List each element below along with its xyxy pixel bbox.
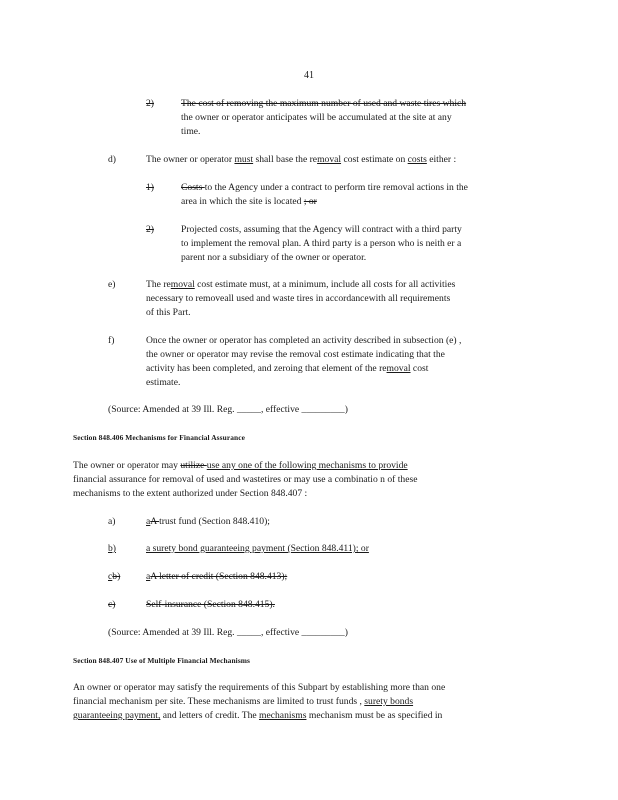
inserted-text: guaranteeing payment, xyxy=(73,710,161,721)
text-run: mechanism must be as specified in xyxy=(306,710,443,721)
inserted-text: moval xyxy=(317,154,342,165)
list-item: Self-insurance (Section 848.415). xyxy=(146,599,275,610)
paragraph-line: Projected costs, assuming that the Agency will contract with a third party xyxy=(181,224,462,235)
inserted-text: use any one of the following mechanisms to provide xyxy=(206,460,408,471)
text-run: trust fund (Section 848.410); xyxy=(159,516,270,527)
paragraph-line: estimate. xyxy=(146,377,181,388)
deleted-text: Costs xyxy=(181,182,205,193)
section-heading: Section 848.407 Use of Multiple Financial Mechanisms xyxy=(73,656,251,665)
deleted-text: ; or xyxy=(303,196,317,207)
paragraph-line xyxy=(73,696,413,708)
paragraph-line: An owner or operator may satisfy the requirements of this Subpart by establishing more than one xyxy=(73,682,446,693)
text-run: (Source: Amended at 39 Ill. Reg. xyxy=(108,404,235,415)
inserted-text: surety bonds xyxy=(364,696,414,707)
list-label: c) xyxy=(108,599,116,610)
paragraph-line: financial assurance for removal of used and wastetires or may use a combinatio n of these xyxy=(73,474,418,485)
deleted-text: utilize xyxy=(180,460,207,471)
paragraph-line: of this Part. xyxy=(146,307,191,318)
paragraph-line: to implement the removal plan. A third party is a person who is neith er a xyxy=(181,238,462,249)
text-run: to the Agency under a contract to perform tire removal actions in the xyxy=(204,182,468,193)
list-label: a) xyxy=(108,516,116,527)
paragraph-line xyxy=(146,154,456,166)
inserted-text: moval xyxy=(170,279,195,290)
paragraph-line xyxy=(181,182,468,194)
inserted-text: a xyxy=(146,516,151,527)
text-run: cost estimate must, at a minimum, include all costs for all activities xyxy=(194,279,456,290)
inserted-text: costs xyxy=(407,154,427,165)
paragraph-line: necessary to removeall used and waste tires in accordancewith all requirements xyxy=(146,293,451,304)
deleted-text: A letter of credit (Section 848.413); xyxy=(150,571,288,582)
paragraph-line: Once the owner or operator has completed an activity described in subsection (e) , xyxy=(146,335,462,346)
list-label: f) xyxy=(108,335,115,346)
list-label: 2) xyxy=(146,98,154,109)
source-note xyxy=(108,404,348,416)
blank-field: _________ xyxy=(301,404,345,415)
list-label xyxy=(108,571,120,583)
blank-field: _________ xyxy=(301,627,345,638)
paragraph-line: mechanisms to the extent authorized under Section 848.407 : xyxy=(73,488,308,499)
list-label: d) xyxy=(108,154,116,165)
text-run: shall base the re xyxy=(253,154,318,165)
deleted-text: A xyxy=(150,516,160,527)
paragraph-line xyxy=(181,196,317,208)
paragraph-line xyxy=(73,460,408,472)
inserted-text: must xyxy=(234,154,254,165)
paragraph-line xyxy=(146,363,428,375)
text-run: , effective xyxy=(260,627,300,638)
page-number: 41 xyxy=(304,70,314,81)
list-item: a surety bond guaranteeing payment (Section 848.411); or xyxy=(146,543,369,554)
text-run: The re xyxy=(146,279,171,290)
inserted-text: mechanisms xyxy=(259,710,307,721)
list-label: 1) xyxy=(146,182,154,193)
text-run: ) xyxy=(344,404,348,415)
text-run: The owner or operator may xyxy=(73,460,181,471)
text-run: cost xyxy=(410,363,429,374)
paragraph-line: time. xyxy=(181,126,201,137)
text-run: cost estimate on xyxy=(341,154,408,165)
inserted-text: moval xyxy=(386,363,411,374)
section-heading: Section 848.406 Mechanisms for Financial Assurance xyxy=(73,433,245,442)
source-note xyxy=(108,627,348,639)
text-run: financial mechanism per site. These mechanisms are limited to trust funds , xyxy=(73,696,365,707)
deleted-text: b) xyxy=(112,571,121,582)
list-label: e) xyxy=(108,279,116,290)
inserted-text: c xyxy=(108,571,113,582)
paragraph-line: The cost of removing the maximum number of used and waste tires which xyxy=(181,98,467,109)
list-item xyxy=(146,571,287,583)
text-run: The owner or operator xyxy=(146,154,235,165)
text-run: activity has been completed, and zeroing that element of the re xyxy=(146,363,387,374)
paragraph-line: parent nor a subsidiary of the owner or operator. xyxy=(181,252,367,263)
list-item xyxy=(146,516,270,528)
list-label: b) xyxy=(108,543,116,554)
text-run: either : xyxy=(426,154,457,165)
text-run: and letters of credit. The xyxy=(160,710,260,721)
blank-field: _____ xyxy=(236,627,261,638)
paragraph-line: the owner or operator may revise the removal cost estimate indicating that the xyxy=(146,349,445,360)
paragraph-line: the owner or operator anticipates will be accumulated at the site at any xyxy=(181,112,452,123)
paragraph-line xyxy=(73,710,442,722)
inserted-text: a xyxy=(146,571,151,582)
paragraph-line xyxy=(146,279,455,291)
text-run: (Source: Amended at 39 Ill. Reg. xyxy=(108,627,235,638)
text-run: area in which the site is located xyxy=(181,196,304,207)
text-run: ) xyxy=(344,627,348,638)
text-run: , effective xyxy=(260,404,300,415)
blank-field: _____ xyxy=(236,404,261,415)
list-label: 2) xyxy=(146,224,154,235)
